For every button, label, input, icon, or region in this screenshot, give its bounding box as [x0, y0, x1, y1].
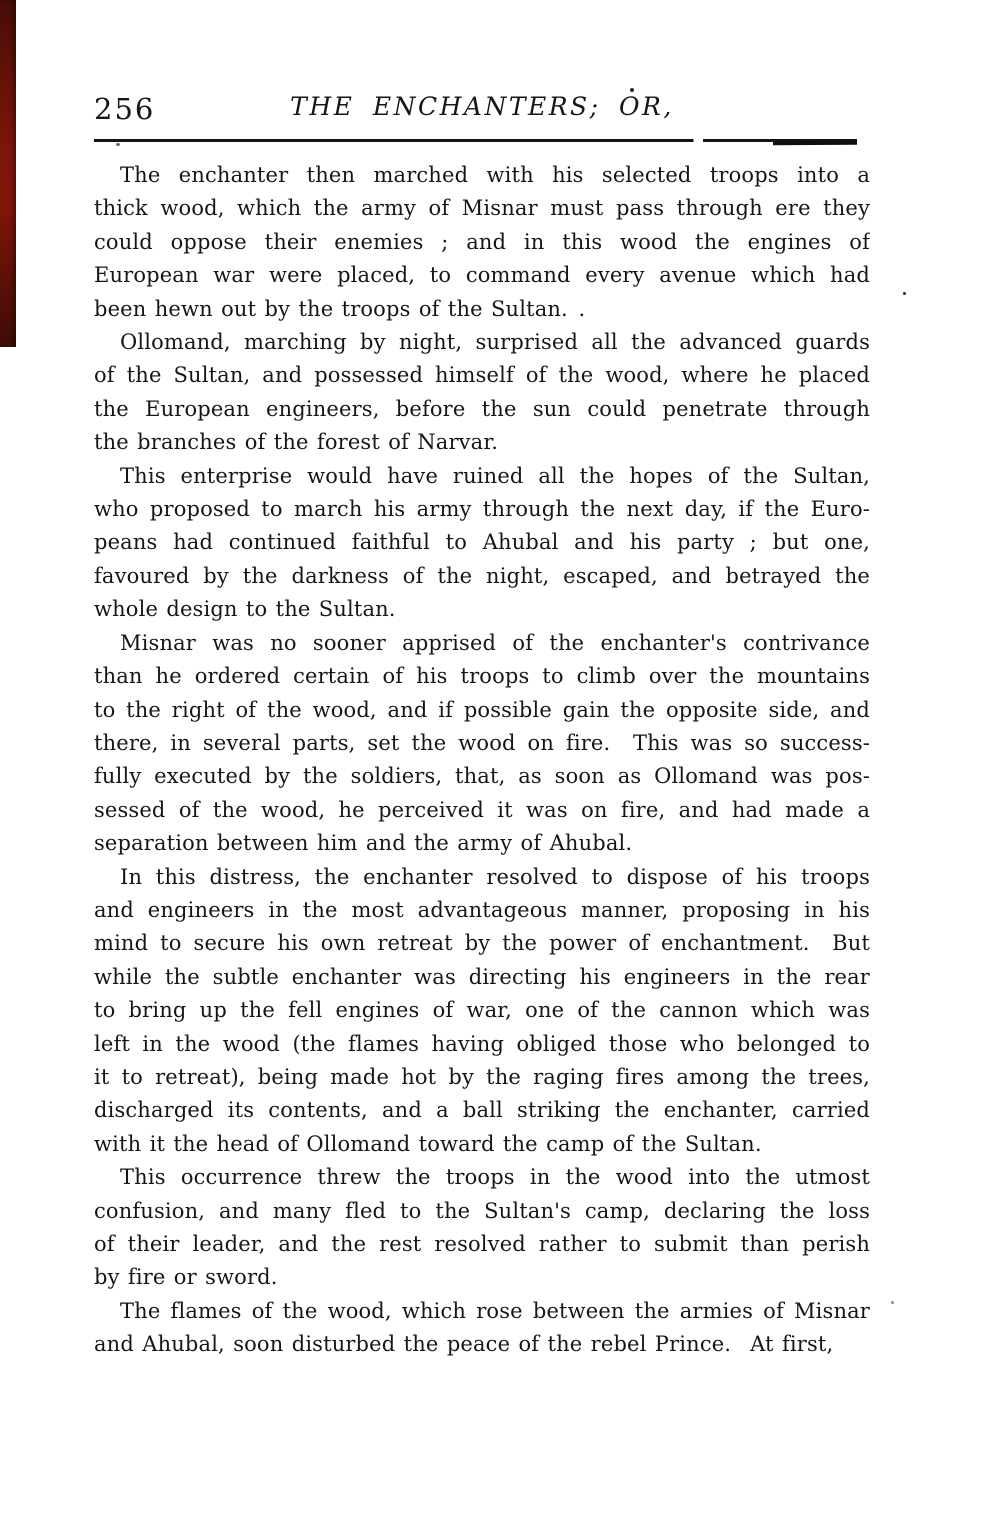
- paragraph: [94, 326, 870, 460]
- text-line: than he ordered certain of his troops to climb over the mountains: [94, 664, 870, 689]
- text-line: could oppose their enemies ; and in this wood the engines of: [94, 229, 870, 254]
- running-header-title: THE ENCHANTERS; OR,: [290, 92, 674, 121]
- ink-speck: [116, 143, 120, 146]
- text-line: fully executed by the soldiers, that, as soon as Ollomand was pos-: [94, 764, 870, 789]
- text-line: of the Sultan, and possessed himself of the wood, where he placed: [94, 363, 870, 388]
- text-line: mind to secure his own retreat by the power of enchantment. But: [94, 931, 870, 956]
- text-line: discharged its contents, and a ball striking the enchanter, carried: [94, 1098, 870, 1123]
- text-line: European war were placed, to command every avenue which had: [94, 263, 870, 288]
- text-line: to the right of the wood, and if possible gain the opposite side, and: [94, 697, 870, 722]
- text-line: The enchanter then marched with his selected troops into a: [120, 163, 870, 187]
- page-body: [94, 159, 870, 1362]
- text-line: and engineers in the most advantageous manner, proposing in his: [94, 897, 870, 922]
- text-line: and Ahubal, soon disturbed the peace of the rebel Prince. At first,: [94, 1332, 834, 1357]
- text-line: sessed of the wood, he perceived it was on fire, and had made a: [94, 797, 870, 822]
- text-line: peans had continued faithful to Ahubal and his party ; but one,: [94, 530, 870, 555]
- text-line: confusion, and many fled to the Sultan's camp, declaring the loss: [94, 1198, 870, 1223]
- paragraph: [94, 1161, 870, 1295]
- text-line: to bring up the fell engines of war, one of the cannon which was: [94, 998, 870, 1023]
- text-line: while the subtle enchanter was directing his engineers in the rear: [94, 964, 870, 989]
- header-rule: [94, 139, 857, 142]
- paragraph: [94, 627, 870, 861]
- text-line: been hewn out by the troops of the Sultan. .: [94, 296, 586, 321]
- ink-speck: [630, 88, 634, 92]
- text-line: the branches of the forest of Narvar.: [94, 430, 499, 455]
- ink-speck: [891, 1301, 894, 1304]
- text-line: This enterprise would have ruined all the hopes of the Sultan,: [120, 463, 870, 488]
- text-line: it to retreat), being made hot by the raging fires among the trees,: [94, 1064, 870, 1089]
- text-line: with it the head of Ollomand toward the camp of the Sultan.: [94, 1131, 762, 1156]
- ink-speck: [903, 292, 906, 295]
- text-line: The flames of the wood, which rose between the armies of Misnar: [120, 1298, 870, 1323]
- text-line: by fire or sword.: [94, 1265, 278, 1290]
- paragraph: [94, 861, 870, 1162]
- paragraph: [94, 1295, 870, 1362]
- text-line: thick wood, which the army of Misnar must pass through ere they: [94, 196, 870, 221]
- paragraph: [94, 460, 870, 627]
- text-line: there, in several parts, set the wood on fire. This was so success-: [94, 730, 870, 755]
- text-line: the European engineers, before the sun could penetrate through: [94, 396, 870, 421]
- text-line: who proposed to march his army through the next day, if the Euro-: [94, 497, 870, 522]
- text-line: favoured by the darkness of the night, escaped, and betrayed the: [94, 563, 870, 588]
- book-binding-edge: [0, 0, 16, 347]
- text-line: Ollomand, marching by night, surprised all the advanced guards: [120, 330, 870, 355]
- text-line: of their leader, and the rest resolved rather to submit than perish: [94, 1232, 870, 1256]
- paragraph: [94, 159, 870, 326]
- text-line: separation between him and the army of Ahubal.: [94, 831, 633, 856]
- page-number: 256: [94, 92, 156, 126]
- text-line: This occurrence threw the troops in the wood into the utmost: [120, 1165, 870, 1190]
- text-line: Misnar was no sooner apprised of the enchanter's contrivance: [120, 630, 870, 655]
- text-line: whole design to the Sultan.: [94, 597, 396, 622]
- text-line: left in the wood (the flames having obliged those who belonged to: [94, 1031, 870, 1056]
- text-line: In this distress, the enchanter resolved to dispose of his troops: [120, 864, 870, 889]
